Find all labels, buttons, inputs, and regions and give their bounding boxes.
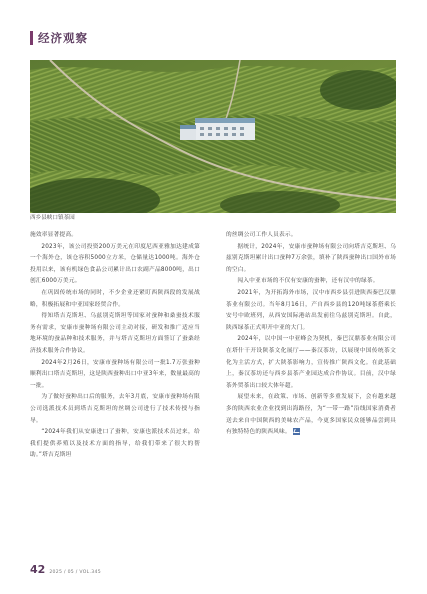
right-column	[226, 230, 396, 439]
paragraph: 2024年2月26日，安康市蚕种场有限公司一批1.7万张蚕种顺利出口塔吉克斯坦，这是陕西蚕种出口中亚3年来，数量最高的一批。	[30, 359, 200, 389]
last-paragraph	[226, 392, 396, 438]
paragraph: 据统计，2024年，安康市蚕种场有限公司向塔吉克斯坦、乌兹别克斯坦累计出口蚕种7万余张，填补了陕西蚕种出口国外市场的空白。	[226, 243, 396, 273]
article-end-icon	[293, 428, 300, 435]
page-footer	[30, 563, 101, 576]
paragraph: “2024年我们从安康进口了蚕种，安康也派技术员过来，给我们提供养殖以及技术方面的指导，给我们带来了很大的帮助。”塔吉克斯坦	[30, 429, 200, 459]
issue-info: 2025 / 05 / VOL.345	[49, 570, 101, 575]
paragraph: 的丝绸公司工作人员表示。	[226, 232, 297, 238]
left-column	[30, 230, 200, 462]
paragraph: 施效率显著提高。	[30, 232, 78, 238]
paragraph: 闯入中亚市场的不仅有安康的蚕种，还有汉中的绿茶。	[237, 278, 379, 285]
paragraph: 得知塔吉克斯坦、乌兹别克斯坦等国家对蚕种和桑蚕技术服务有需求，安康市蚕种场有限公司主动对接，研发和推广适应当地环境的蚕品种和技术服务，并与塔吉克斯坦方面签订了蚕桑经济技术服务合作协议。	[30, 313, 200, 354]
tea-garden-illustration	[30, 60, 396, 213]
section-header	[30, 30, 88, 46]
section-title: 经济观察	[38, 31, 88, 45]
paragraph-text: 展望未来，在政策、市场、创新等多重发展下，会有越来越多的陕西农业企业找到出海路径，为“一带一路”沿线国家消费者送去来自中国陕西的美味农产品，今更多国家民众能够品尝到具有独特特色的陕西风味。	[226, 394, 396, 436]
paragraph: 在巩固传统市场的同时，不少企业还紧盯西陕西段的发展战略，积极拓展和中亚国家经贸合作。	[30, 289, 200, 308]
paragraph: 2021年，为开拓海外市场，汉中市西乡县引进陕西秦巴汉鼎茶业有限公司。当年8月16日，产自西乡县的120吨绿茶搭乘长安号中欧班列，从西安国际港站出发前往乌兹别克斯坦。自此，陕西绿茶正式叩开中亚的大门。	[226, 289, 396, 331]
tea-garden-photo	[30, 60, 396, 213]
paragraph: 2024年，以中国一中亚峰会为契机，秦巴汉鼎茶业有限公司在塔什干开设陕茶文化展厅——秦汉茶坊，以展现中国传统茶文化为主活方式，扩大陕茶影响力，宣传推广陕西文化。在此基础上，秦汉茶坊还与西乡县茶产业园达成合作协议。目前，汉中绿茶外贸茶出口较大体年超。	[226, 336, 396, 389]
paragraph: 2023年，该公司投资200万美元在印度尼西亚雅加达建成第一个海外仓，该仓容积5000立方米，仓储量达1000吨。海外仓投用以来，该有机绿色食品公司累计出口农副产品8000吨，出口创汇6000万美元。	[30, 243, 200, 285]
section-accent-bar	[30, 31, 33, 45]
paragraph: 为了做好蚕种出口后的服务，去年3月底，安康市蚕种场有限公司选派技术员到塔吉克斯坦的丝绸公司进行了技术传授与指导。	[30, 394, 200, 424]
page-number: 42	[30, 563, 46, 576]
photo-caption: 西乡县峡口镇茶园	[30, 215, 75, 221]
